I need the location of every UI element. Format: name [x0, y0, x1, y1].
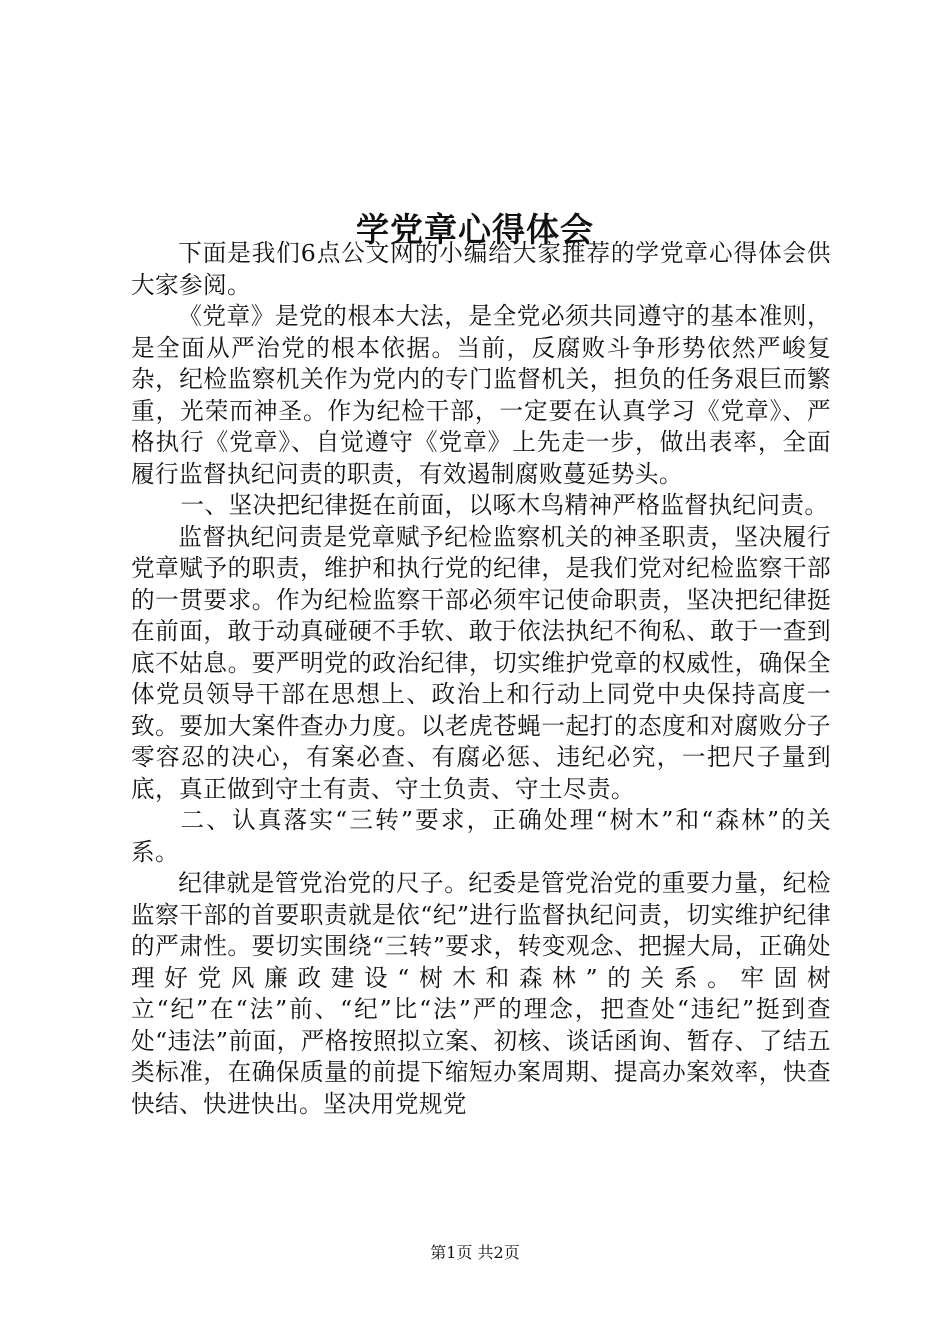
- document-body: [131, 238, 831, 1120]
- section-heading-1: 一、坚决把纪律挺在前面，以啄木鸟精神严格监督执纪问责。: [180, 491, 829, 519]
- page-number-footer: 第1页 共2页: [430, 1243, 520, 1262]
- body-paragraph: 监督执纪问责是党章赋予纪检监察机关的神圣职责，坚决履行党章赋予的职责，维护和执行党的纪律，是我们党对纪检监察干部的一贯要求。作为纪检监察干部必须牢记使命职责，坚决把纪律挺在前面，敢于动真碰硬不手软、敢于依法执纪不徇私、敢于一查到底不姑息。要严明党的政治纪律，切实维护党章的权威性，确保全体党员领导干部在思想上、政治上和行动上同党中央保持高度一致。要加大案件查办力度。以老虎苍蝇一起打的态度和对腐败分子零容忍的决心，有案必查、有腐必惩、违纪必究，一把尺子量到底，真正做到守土有责、守土负责、守土尽责。: [131, 522, 831, 803]
- section-heading-2: 二、认真落实“三转”要求，正确处理“树木”和“森林”的关系。: [131, 806, 831, 866]
- intro-paragraph: 下面是我们6点公文网的小编给大家推荐的学党章心得体会供大家参阅。: [131, 239, 831, 299]
- document-title: 学党章心得体会: [356, 210, 594, 250]
- body-paragraph: 《党章》是党的根本大法，是全党必须共同遵守的基本准则，是全面从严治党的根本依据。当前，反腐败斗争形势依然严峻复杂，纪检监察机关作为党内的专门监督机关，担负的任务艰巨而繁重，光荣而神圣。作为纪检干部，一定要在认真学习《党章》、严格执行《党章》、自觉遵守《党章》上先走一步，做出表率，全面履行监督执纪问责的职责，有效遏制腐败蔓延势头。: [131, 302, 831, 488]
- body-paragraph: 纪律就是管党治党的尺子。纪委是管党治党的重要力量，纪检监察干部的首要职责就是依“纪”进行监督执纪问责，切实维护纪律的严肃性。要切实围绕“三转”要求，转变观念、把握大局，正确处理好党风廉政建设“树木和森林”的关系。牢固树立“纪”在“法”前、“纪”比“法”严的理念，把查处“违纪”挺到查处“违法”前面，严格按照拟立案、初核、谈话函询、暂存、了结五类标准，在确保质量的前提下缩短办案周期、提高办案效率，快查快结、快进快出。坚决用党规党: [131, 869, 831, 1118]
